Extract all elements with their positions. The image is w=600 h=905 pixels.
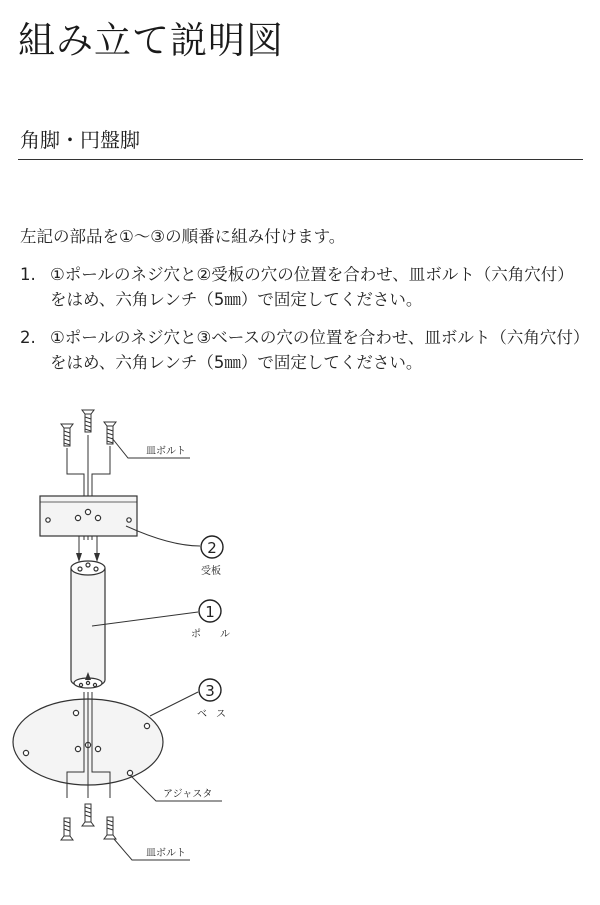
pole-number: 1: [205, 603, 215, 621]
step-number: 2.: [20, 328, 36, 347]
base-label: ス: [216, 709, 226, 720]
pole-label: ポ: [191, 629, 201, 640]
section-subtitle: 角脚・円盤脚: [20, 128, 140, 152]
pole-label: ル: [220, 629, 230, 640]
plate-label: 受板: [201, 566, 221, 577]
step-item: [20, 262, 588, 312]
step-text: ①ポールのネジ穴と②受板の穴の位置を合わせ、皿ボルト（六角穴付）をはめ、六角レンチ（5㎜）で固定してください。: [50, 265, 574, 309]
step-number: 1.: [20, 265, 36, 284]
intro-text: 左記の部品を①〜③の順番に組み付けます。: [20, 227, 346, 246]
bolt-icon: [61, 818, 73, 840]
bolt-icon: [82, 410, 94, 432]
bottom-bolts: [61, 804, 116, 840]
bolt-label-top: 皿ボルト: [146, 446, 186, 457]
base-number: 3: [205, 682, 215, 700]
step-text: ①ポールのネジ穴と③ベースの穴の位置を合わせ、皿ボルト（六角穴付）をはめ、六角レンチ（5㎜）で固定してください。: [50, 328, 582, 372]
step-list: [20, 262, 588, 388]
step-item: [20, 325, 588, 375]
bolt-icon: [104, 817, 116, 839]
bolt-icon: [82, 804, 94, 826]
bolt-icon: [61, 424, 73, 446]
leader-line: [92, 612, 198, 626]
plate-number: 2: [207, 539, 217, 557]
assembly-diagram: [0, 400, 600, 905]
receiver-plate: [40, 496, 137, 536]
bolt-label-bottom: 皿ボルト: [146, 848, 186, 859]
base-label: ベ: [197, 709, 207, 720]
leader-line: [150, 692, 198, 716]
page-title: 組み立て説明図: [18, 19, 284, 62]
adjuster-label: アジャスタ: [163, 789, 213, 800]
divider: [18, 159, 583, 160]
